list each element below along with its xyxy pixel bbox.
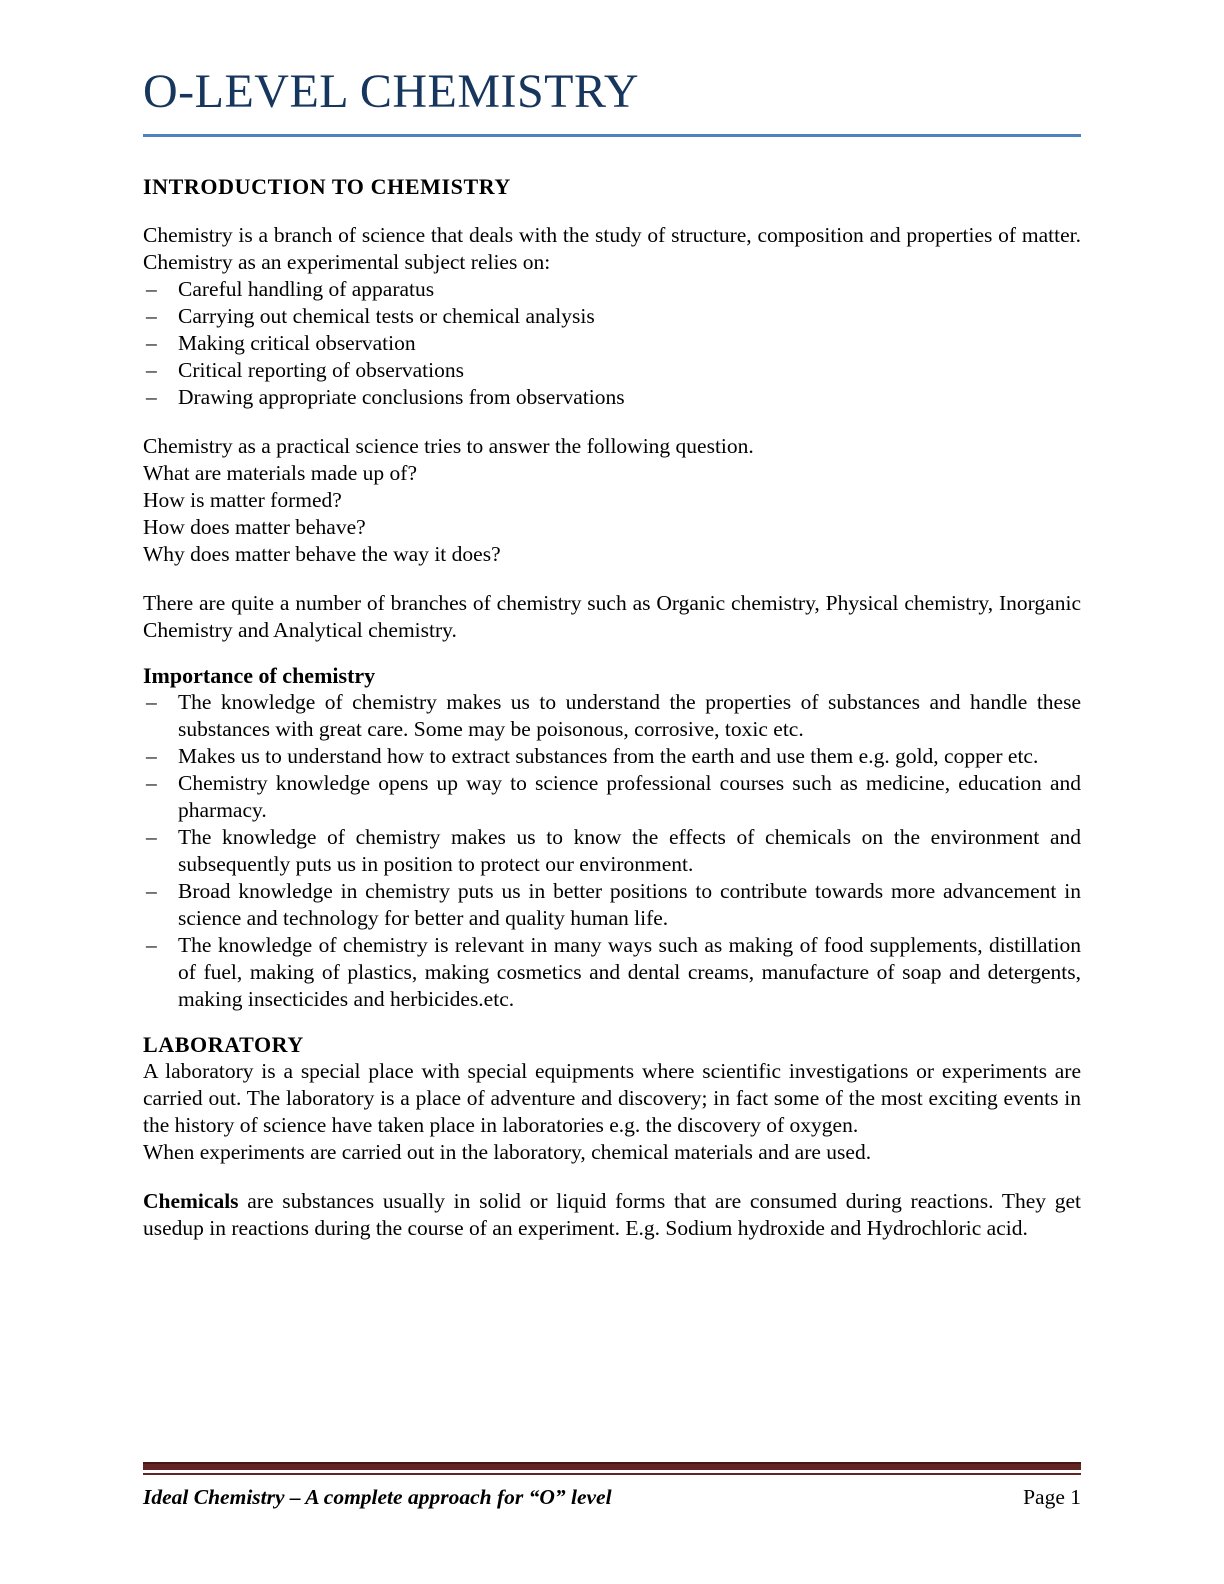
footer-rule — [143, 1462, 1081, 1475]
title-rule — [143, 134, 1081, 137]
dash-marker: – — [146, 825, 157, 849]
dash-marker: – — [146, 690, 157, 714]
page-title: O-LEVEL CHEMISTRY — [143, 65, 640, 118]
question-line: How does matter behave? — [143, 515, 366, 539]
list-item — [143, 932, 1081, 1013]
footer-rule-thin — [143, 1473, 1081, 1475]
list-item-text: Making critical observation — [178, 331, 416, 355]
question-line: How is matter formed? — [143, 488, 342, 512]
list-item-text: Critical reporting of observations — [178, 358, 464, 382]
list-item — [143, 276, 1081, 303]
intro-lead-paragraph: Chemistry is a branch of science that deals with the study of structure, composition and properties of matter. Chemistry as an experimental subject relies on: — [143, 223, 1081, 274]
list-item — [143, 743, 1081, 770]
list-item — [143, 303, 1081, 330]
list-item — [143, 770, 1081, 824]
section-heading-importance: Importance of chemistry — [143, 663, 376, 688]
section-heading-laboratory: LABORATORY — [143, 1032, 304, 1057]
list-item — [143, 330, 1081, 357]
question-line: Why does matter behave the way it does? — [143, 542, 501, 566]
chemicals-text: are substances usually in solid or liquid forms that are consumed during reactions. They get usedup in reactions during the course of an experiment. E.g. Sodium hydroxide and Hydrochloric acid. — [143, 1189, 1081, 1240]
dash-marker: – — [146, 358, 157, 382]
list-item — [143, 357, 1081, 384]
list-item-text: Carrying out chemical tests or chemical analysis — [178, 304, 595, 328]
section-heading-introduction: INTRODUCTION TO CHEMISTRY — [143, 174, 511, 199]
list-item — [143, 384, 1081, 411]
list-item-text: The knowledge of chemistry makes us to know the effects of chemicals on the environment and subsequently puts us in position to protect our environment. — [178, 825, 1081, 876]
dash-marker: – — [146, 933, 157, 957]
footer-row — [143, 1484, 1081, 1511]
laboratory-paragraph-2: When experiments are carried out in the laboratory, chemical materials and are used. — [143, 1140, 872, 1164]
list-item — [143, 689, 1081, 743]
dash-marker: – — [146, 771, 157, 795]
list-item-text: The knowledge of chemistry is relevant in many ways such as making of food supplements, distillation of fuel, making of plastics, making cosmetics and dental creams, manufacture of soap and detergents, making insecticides and herbicides.etc. — [178, 933, 1081, 1011]
importance-list — [143, 689, 1081, 1013]
list-item-text: Broad knowledge in chemistry puts us in better positions to contribute towards more advancement in science and technology for better and quality human life. — [178, 879, 1081, 930]
list-item-text: Chemistry knowledge opens up way to science professional courses such as medicine, education and pharmacy. — [178, 771, 1081, 822]
list-item-text: Careful handling of apparatus — [178, 277, 435, 301]
dash-marker: – — [146, 744, 157, 768]
laboratory-paragraph: A laboratory is a special place with special equipments where scientific investigations or experiments are carried out. The laboratory is a place of adventure and discovery; in fact some of the most exciting events in the history of science have taken place in laboratories e.g. the discovery of oxygen. — [143, 1059, 1081, 1137]
list-item-text: Drawing appropriate conclusions from observations — [178, 385, 625, 409]
page-number: Page 1 — [1023, 1485, 1081, 1509]
page-footer — [143, 1462, 1081, 1511]
experimental-skills-list — [143, 276, 1081, 411]
list-item-text: Makes us to understand how to extract substances from the earth and use them e.g. gold, copper etc. — [178, 744, 1039, 768]
list-item — [143, 824, 1081, 878]
branches-paragraph: There are quite a number of branches of chemistry such as Organic chemistry, Physical chemistry, Inorganic Chemistry and Analytical chemistry. — [143, 591, 1081, 642]
list-item-text: The knowledge of chemistry makes us to understand the properties of substances and handle these substances with great care. Some may be poisonous, corrosive, toxic etc. — [178, 690, 1081, 741]
footer-book-title: Ideal Chemistry – A complete approach for “O” level — [143, 1485, 612, 1509]
list-item — [143, 878, 1081, 932]
dash-marker: – — [146, 277, 157, 301]
dash-marker: – — [146, 331, 157, 355]
footer-rule-bar — [143, 1462, 1081, 1470]
practical-lead: Chemistry as a practical science tries to answer the following question. — [143, 434, 754, 458]
dash-marker: – — [146, 304, 157, 328]
dash-marker: – — [146, 385, 157, 409]
practical-questions-block — [143, 433, 1081, 568]
chemicals-paragraph — [143, 1188, 1081, 1242]
chemicals-term: Chemicals — [143, 1189, 239, 1213]
question-line: What are materials made up of? — [143, 461, 417, 485]
dash-marker: – — [146, 879, 157, 903]
